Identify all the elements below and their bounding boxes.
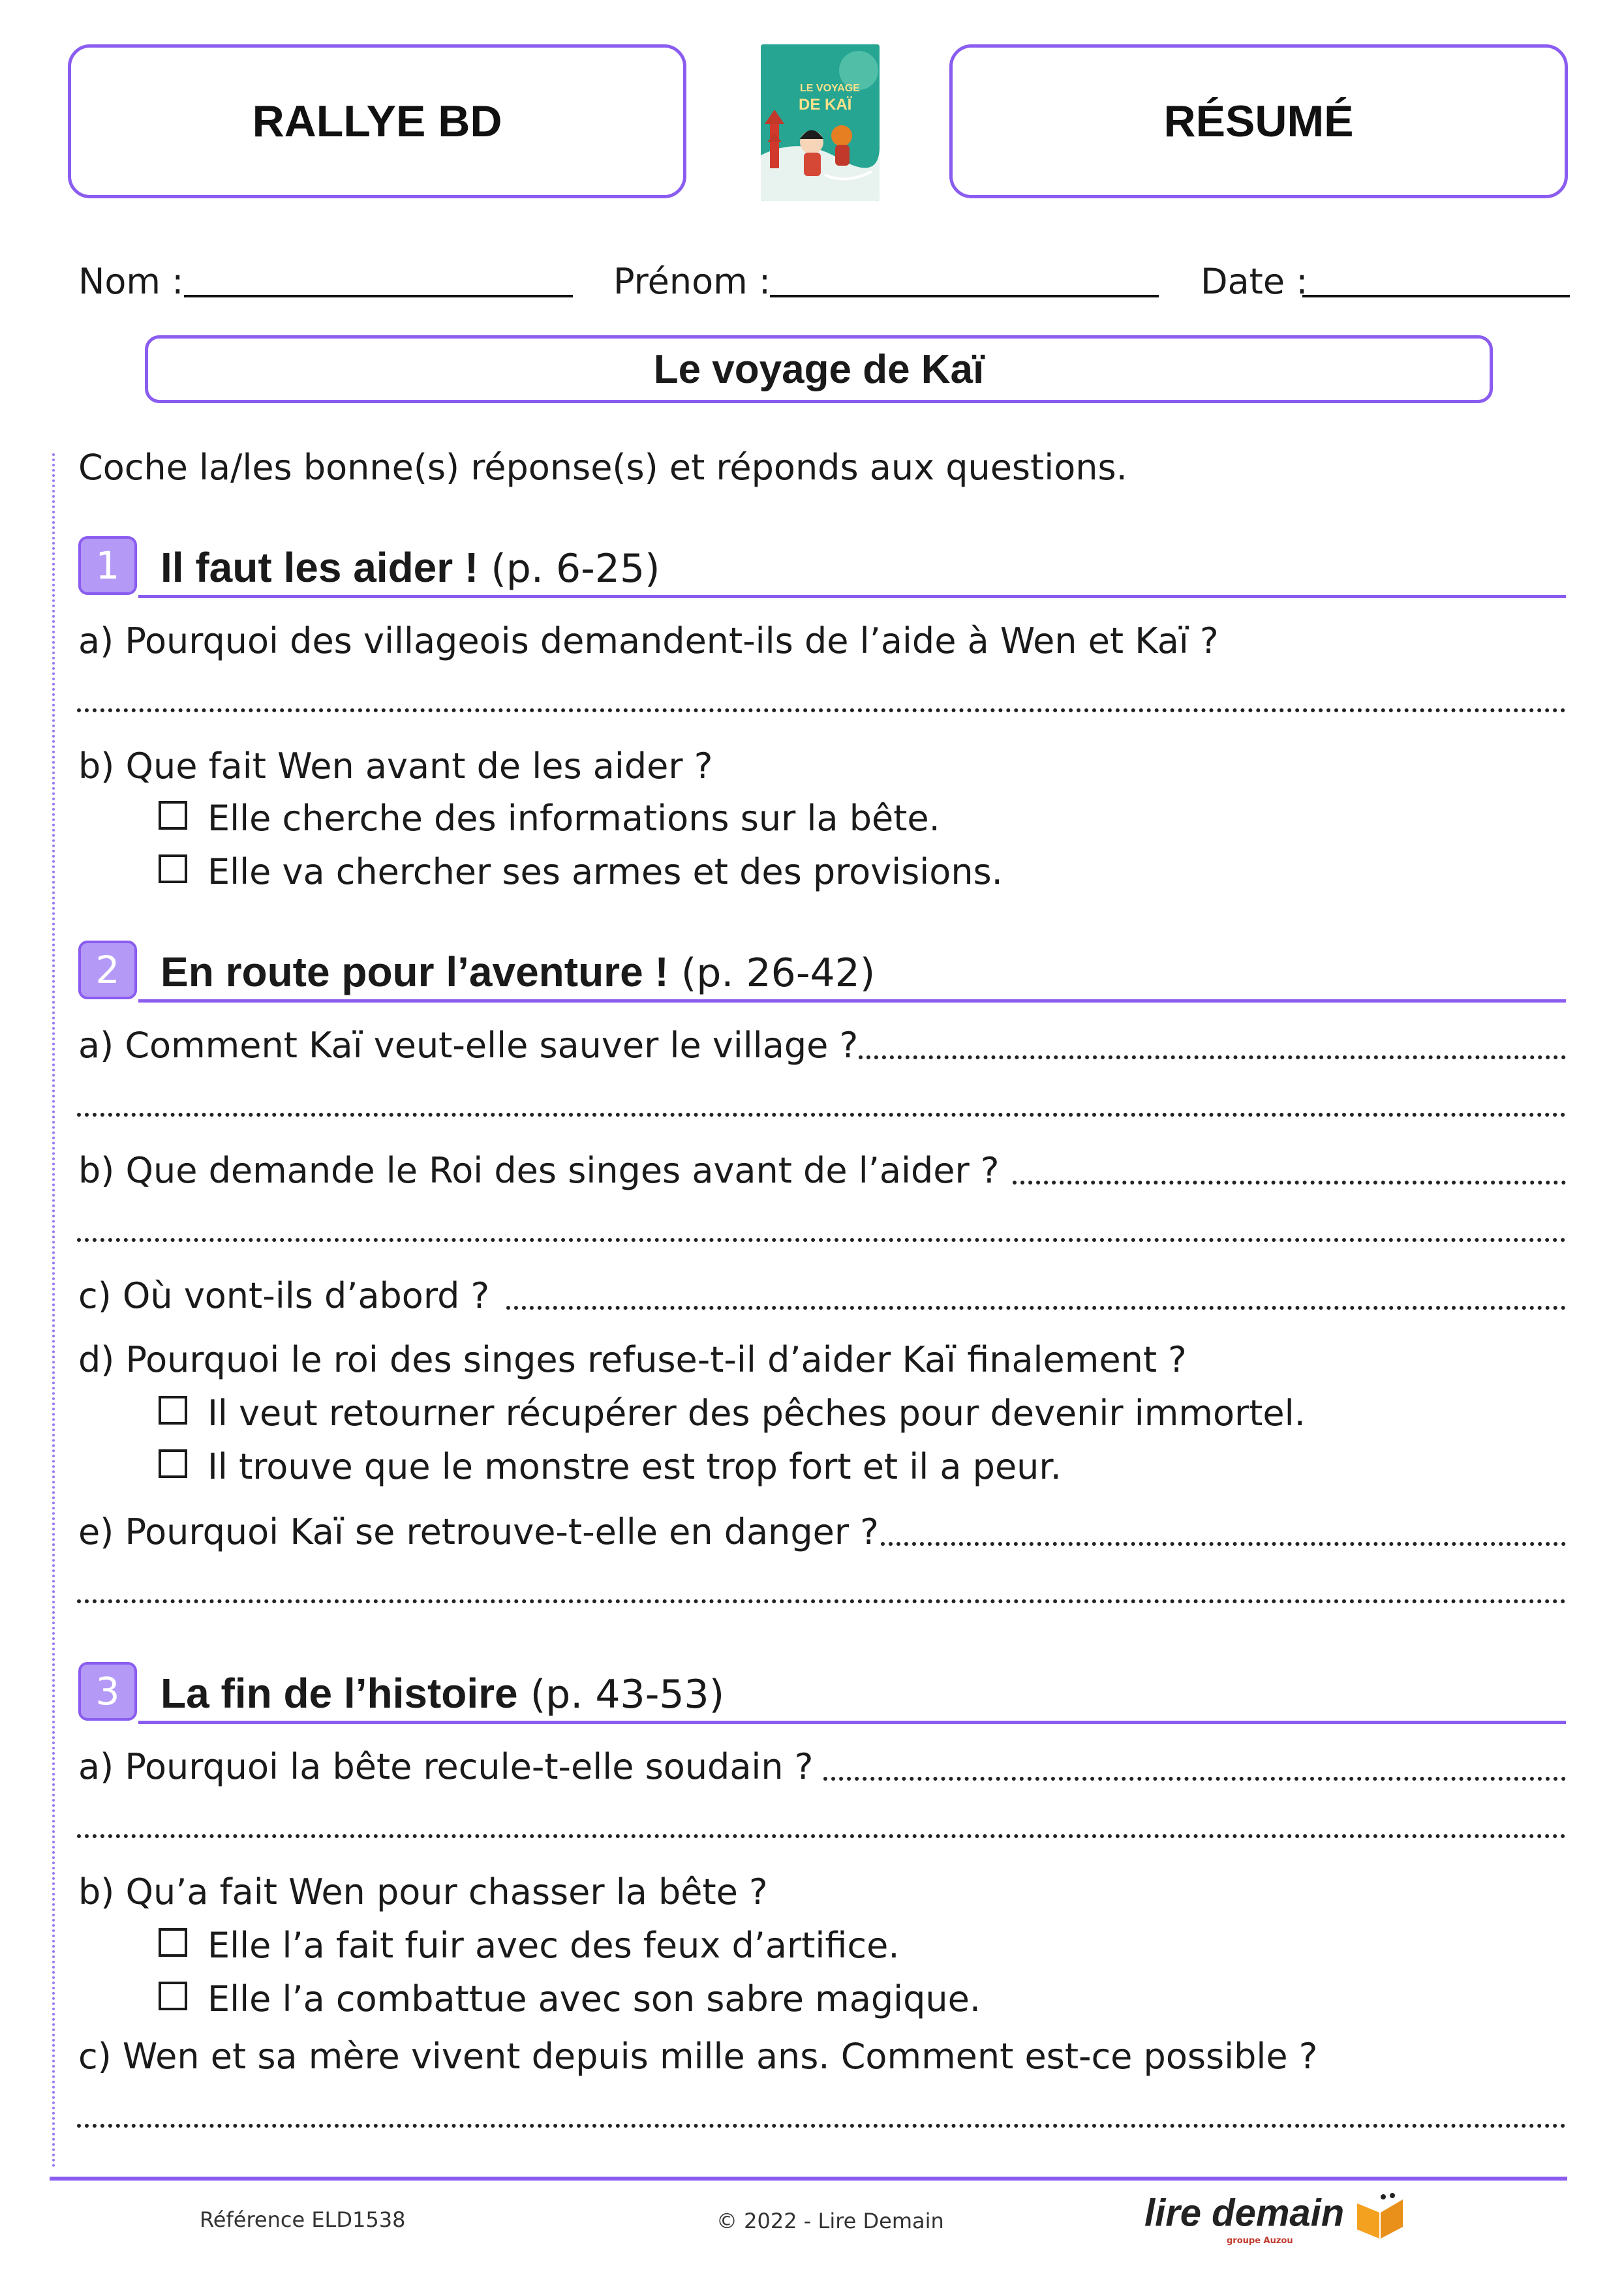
copyright: © 2022 - Lire Demain bbox=[716, 2209, 944, 2233]
s1-b-option-2: Elle va chercher ses armes et des provisions. bbox=[207, 851, 1003, 892]
s2-question-e: e) Pourquoi Kaï se retrouve-t-elle en danger ? bbox=[78, 1511, 879, 1552]
rallye-bd-box bbox=[68, 44, 686, 198]
s3-b-option-1-checkbox[interactable] bbox=[159, 1928, 187, 1957]
s3-answer-a-line-1[interactable] bbox=[823, 1777, 1566, 1781]
prenom-label: Prénom : bbox=[613, 261, 771, 302]
book-cover-illustration bbox=[761, 44, 880, 201]
s3-question-c: c) Wen et sa mère vivent depuis mille ans. Comment est-ce possible ? bbox=[78, 2036, 1318, 2077]
s3-b-option-1: Elle l’a fait fuir avec des feux d’artifice. bbox=[207, 1925, 900, 1966]
open-book-icon bbox=[1355, 2190, 1405, 2241]
lire-demain-logo bbox=[1144, 2190, 1405, 2241]
section-3-rule bbox=[138, 1721, 1566, 1724]
s2-question-b: b) Que demande le Roi des singes avant de l’aider ? bbox=[78, 1150, 1000, 1191]
logo-text: lire demain bbox=[1144, 2192, 1345, 2235]
section-3-pages: (p. 43-53) bbox=[530, 1672, 725, 1717]
s2-d-option-1-checkbox[interactable] bbox=[159, 1396, 187, 1425]
s2-d-option-2-checkbox[interactable] bbox=[159, 1449, 187, 1478]
logo-subtitle: groupe Auzou bbox=[1227, 2236, 1293, 2246]
margin-dotted-rule bbox=[52, 453, 55, 2169]
s2-answer-e-line-1[interactable] bbox=[881, 1542, 1566, 1546]
resume-box bbox=[949, 44, 1568, 198]
s2-answer-b-line-1[interactable] bbox=[1013, 1181, 1566, 1185]
date-label: Date : bbox=[1201, 261, 1308, 302]
s1-b-option-1: Elle cherche des informations sur la bête. bbox=[207, 798, 940, 839]
section-2-number: 2 bbox=[78, 941, 137, 999]
nom-input-line[interactable] bbox=[184, 295, 573, 297]
section-1-heading bbox=[161, 544, 660, 592]
s1-question-a: a) Pourquoi des villageois demandent-ils de l’aide à Wen et Kaï ? bbox=[78, 620, 1219, 661]
cover-title-line2: DE KAÏ bbox=[799, 96, 852, 113]
s2-d-option-2: Il trouve que le monstre est trop fort et il a peur. bbox=[207, 1446, 1062, 1487]
s3-answer-a-line-2[interactable] bbox=[77, 1834, 1566, 1838]
s2-answer-a-line-1[interactable] bbox=[859, 1055, 1566, 1059]
book-cover-image bbox=[761, 44, 880, 201]
s3-b-option-2-checkbox[interactable] bbox=[159, 1982, 187, 2010]
s2-answer-b-line-2[interactable] bbox=[77, 1238, 1566, 1242]
section-2-title: En route pour l’aventure ! bbox=[161, 948, 669, 995]
nom-label: Nom : bbox=[78, 261, 184, 302]
rallye-bd-label: RALLYE BD bbox=[252, 97, 502, 146]
instructions: Coche la/les bonne(s) réponse(s) et réponds aux questions. bbox=[78, 447, 1127, 488]
resume-label: RÉSUMÉ bbox=[1163, 97, 1354, 146]
s2-d-option-1: Il veut retourner récupérer des pêches pour devenir immortel. bbox=[207, 1393, 1306, 1434]
story-title-box bbox=[145, 335, 1493, 403]
cover-title-line1: LE VOYAGE bbox=[800, 83, 860, 94]
section-1-number: 1 bbox=[78, 536, 137, 595]
section-2-pages: (p. 26-42) bbox=[681, 950, 876, 996]
story-title: Le voyage de Kaï bbox=[653, 346, 985, 392]
section-3-title: La fin de l’histoire bbox=[161, 1670, 518, 1717]
section-2-rule bbox=[138, 999, 1566, 1003]
prenom-input-line[interactable] bbox=[770, 295, 1159, 297]
section-1-title: Il faut les aider ! bbox=[161, 544, 479, 591]
s1-question-b: b) Que fait Wen avant de les aider ? bbox=[78, 746, 713, 787]
footer-rule bbox=[50, 2177, 1567, 2181]
s2-answer-a-line-2[interactable] bbox=[77, 1113, 1566, 1117]
s3-question-b: b) Qu’a fait Wen pour chasser la bête ? bbox=[78, 1871, 768, 1912]
section-3-number: 3 bbox=[78, 1662, 137, 1721]
s1-b-option-2-checkbox[interactable] bbox=[159, 854, 187, 883]
s2-question-d: d) Pourquoi le roi des singes refuse-t-il d’aider Kaï finalement ? bbox=[78, 1339, 1187, 1380]
s3-answer-c-line[interactable] bbox=[77, 2124, 1566, 2128]
section-1-pages: (p. 6-25) bbox=[491, 546, 660, 592]
s1-b-option-1-checkbox[interactable] bbox=[159, 801, 187, 830]
s3-b-option-2: Elle l’a combattue avec son sabre magique. bbox=[207, 1978, 981, 2019]
reference: Référence ELD1538 bbox=[200, 2207, 406, 2232]
s1-answer-a-line[interactable] bbox=[77, 708, 1566, 712]
s2-question-a: a) Comment Kaï veut-elle sauver le village ? bbox=[78, 1025, 859, 1066]
s2-answer-c-line[interactable] bbox=[506, 1306, 1566, 1310]
date-input-line[interactable] bbox=[1302, 295, 1570, 297]
section-2-heading bbox=[161, 948, 876, 996]
section-1-rule bbox=[138, 595, 1566, 598]
s3-question-a: a) Pourquoi la bête recule-t-elle soudain ? bbox=[78, 1746, 814, 1787]
section-3-heading bbox=[161, 1670, 725, 1717]
s2-question-c: c) Où vont-ils d’abord ? bbox=[78, 1275, 490, 1316]
s2-answer-e-line-2[interactable] bbox=[77, 1599, 1566, 1603]
